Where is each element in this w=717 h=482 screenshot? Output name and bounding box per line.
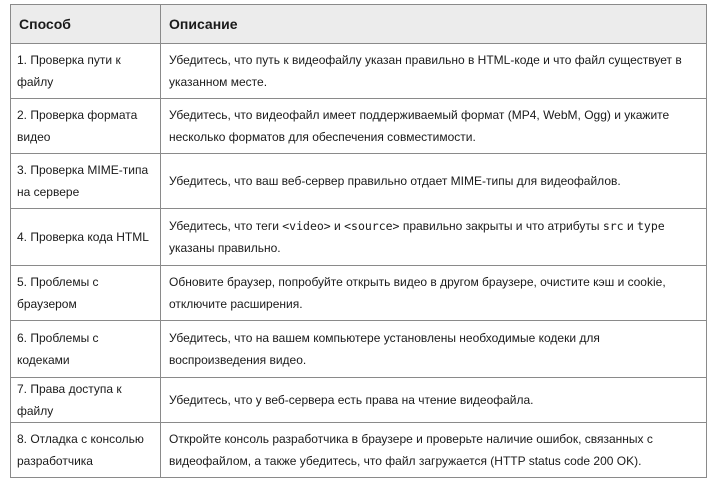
description-cell: Убедитесь, что путь к видеофайлу указан правильно в HTML-коде и что файл существует в указанном месте.	[161, 44, 707, 99]
code-source-tag: <source>	[344, 219, 400, 233]
description-cell: Убедитесь, что ваш веб-сервер правильно отдает MIME-типы для видеофайлов.	[161, 154, 707, 209]
method-cell: 7. Права доступа к файлу	[11, 378, 161, 423]
method-cell: 4. Проверка кода HTML	[11, 209, 161, 266]
header-method: Способ	[11, 5, 161, 44]
table-row	[11, 266, 707, 321]
table-row	[11, 44, 707, 99]
table-row	[11, 209, 707, 266]
method-cell: 6. Проблемы с кодеками	[11, 321, 161, 378]
table-row	[11, 99, 707, 154]
description-text: правильно закрыты и что атрибуты	[399, 219, 603, 233]
table-header-row	[11, 5, 707, 44]
method-cell: 3. Проверка MIME-типа на сервере	[11, 154, 161, 209]
code-video-tag: <video>	[282, 219, 331, 233]
description-cell: Убедитесь, что у веб-сервера есть права на чтение видеофайла.	[161, 378, 707, 423]
code-src-attr: src	[602, 219, 624, 233]
description-cell: Убедитесь, что видеофайл имеет поддерживаемый формат (MP4, WebM, Ogg) и укажите несколько форматов для обеспечения совместимости.	[161, 99, 707, 154]
method-cell: 1. Проверка пути к файлу	[11, 44, 161, 99]
table-row	[11, 423, 707, 478]
table-row	[11, 321, 707, 378]
description-text: указаны правильно.	[169, 241, 281, 255]
table-row	[11, 154, 707, 209]
method-cell: 2. Проверка формата видео	[11, 99, 161, 154]
description-text: и	[623, 219, 637, 233]
troubleshooting-table-container	[10, 4, 706, 478]
header-description: Описание	[161, 5, 707, 44]
description-text: и	[330, 219, 345, 233]
description-cell	[161, 209, 707, 266]
troubleshooting-table	[10, 4, 707, 478]
method-cell: 8. Отладка с консолью разработчика	[11, 423, 161, 478]
description-cell: Откройте консоль разработчика в браузере и проверьте наличие ошибок, связанных с видеофайлом, а также убедитесь, что файл загружается (HTTP status code 200 OK).	[161, 423, 707, 478]
code-type-attr: type	[636, 219, 665, 233]
description-text: Убедитесь, что теги	[169, 219, 283, 233]
method-cell: 5. Проблемы с браузером	[11, 266, 161, 321]
table-row	[11, 378, 707, 423]
description-cell: Убедитесь, что на вашем компьютере установлены необходимые кодеки для воспроизведения видео.	[161, 321, 707, 378]
description-cell: Обновите браузер, попробуйте открыть видео в другом браузере, очистите кэш и cookie, отключите расширения.	[161, 266, 707, 321]
